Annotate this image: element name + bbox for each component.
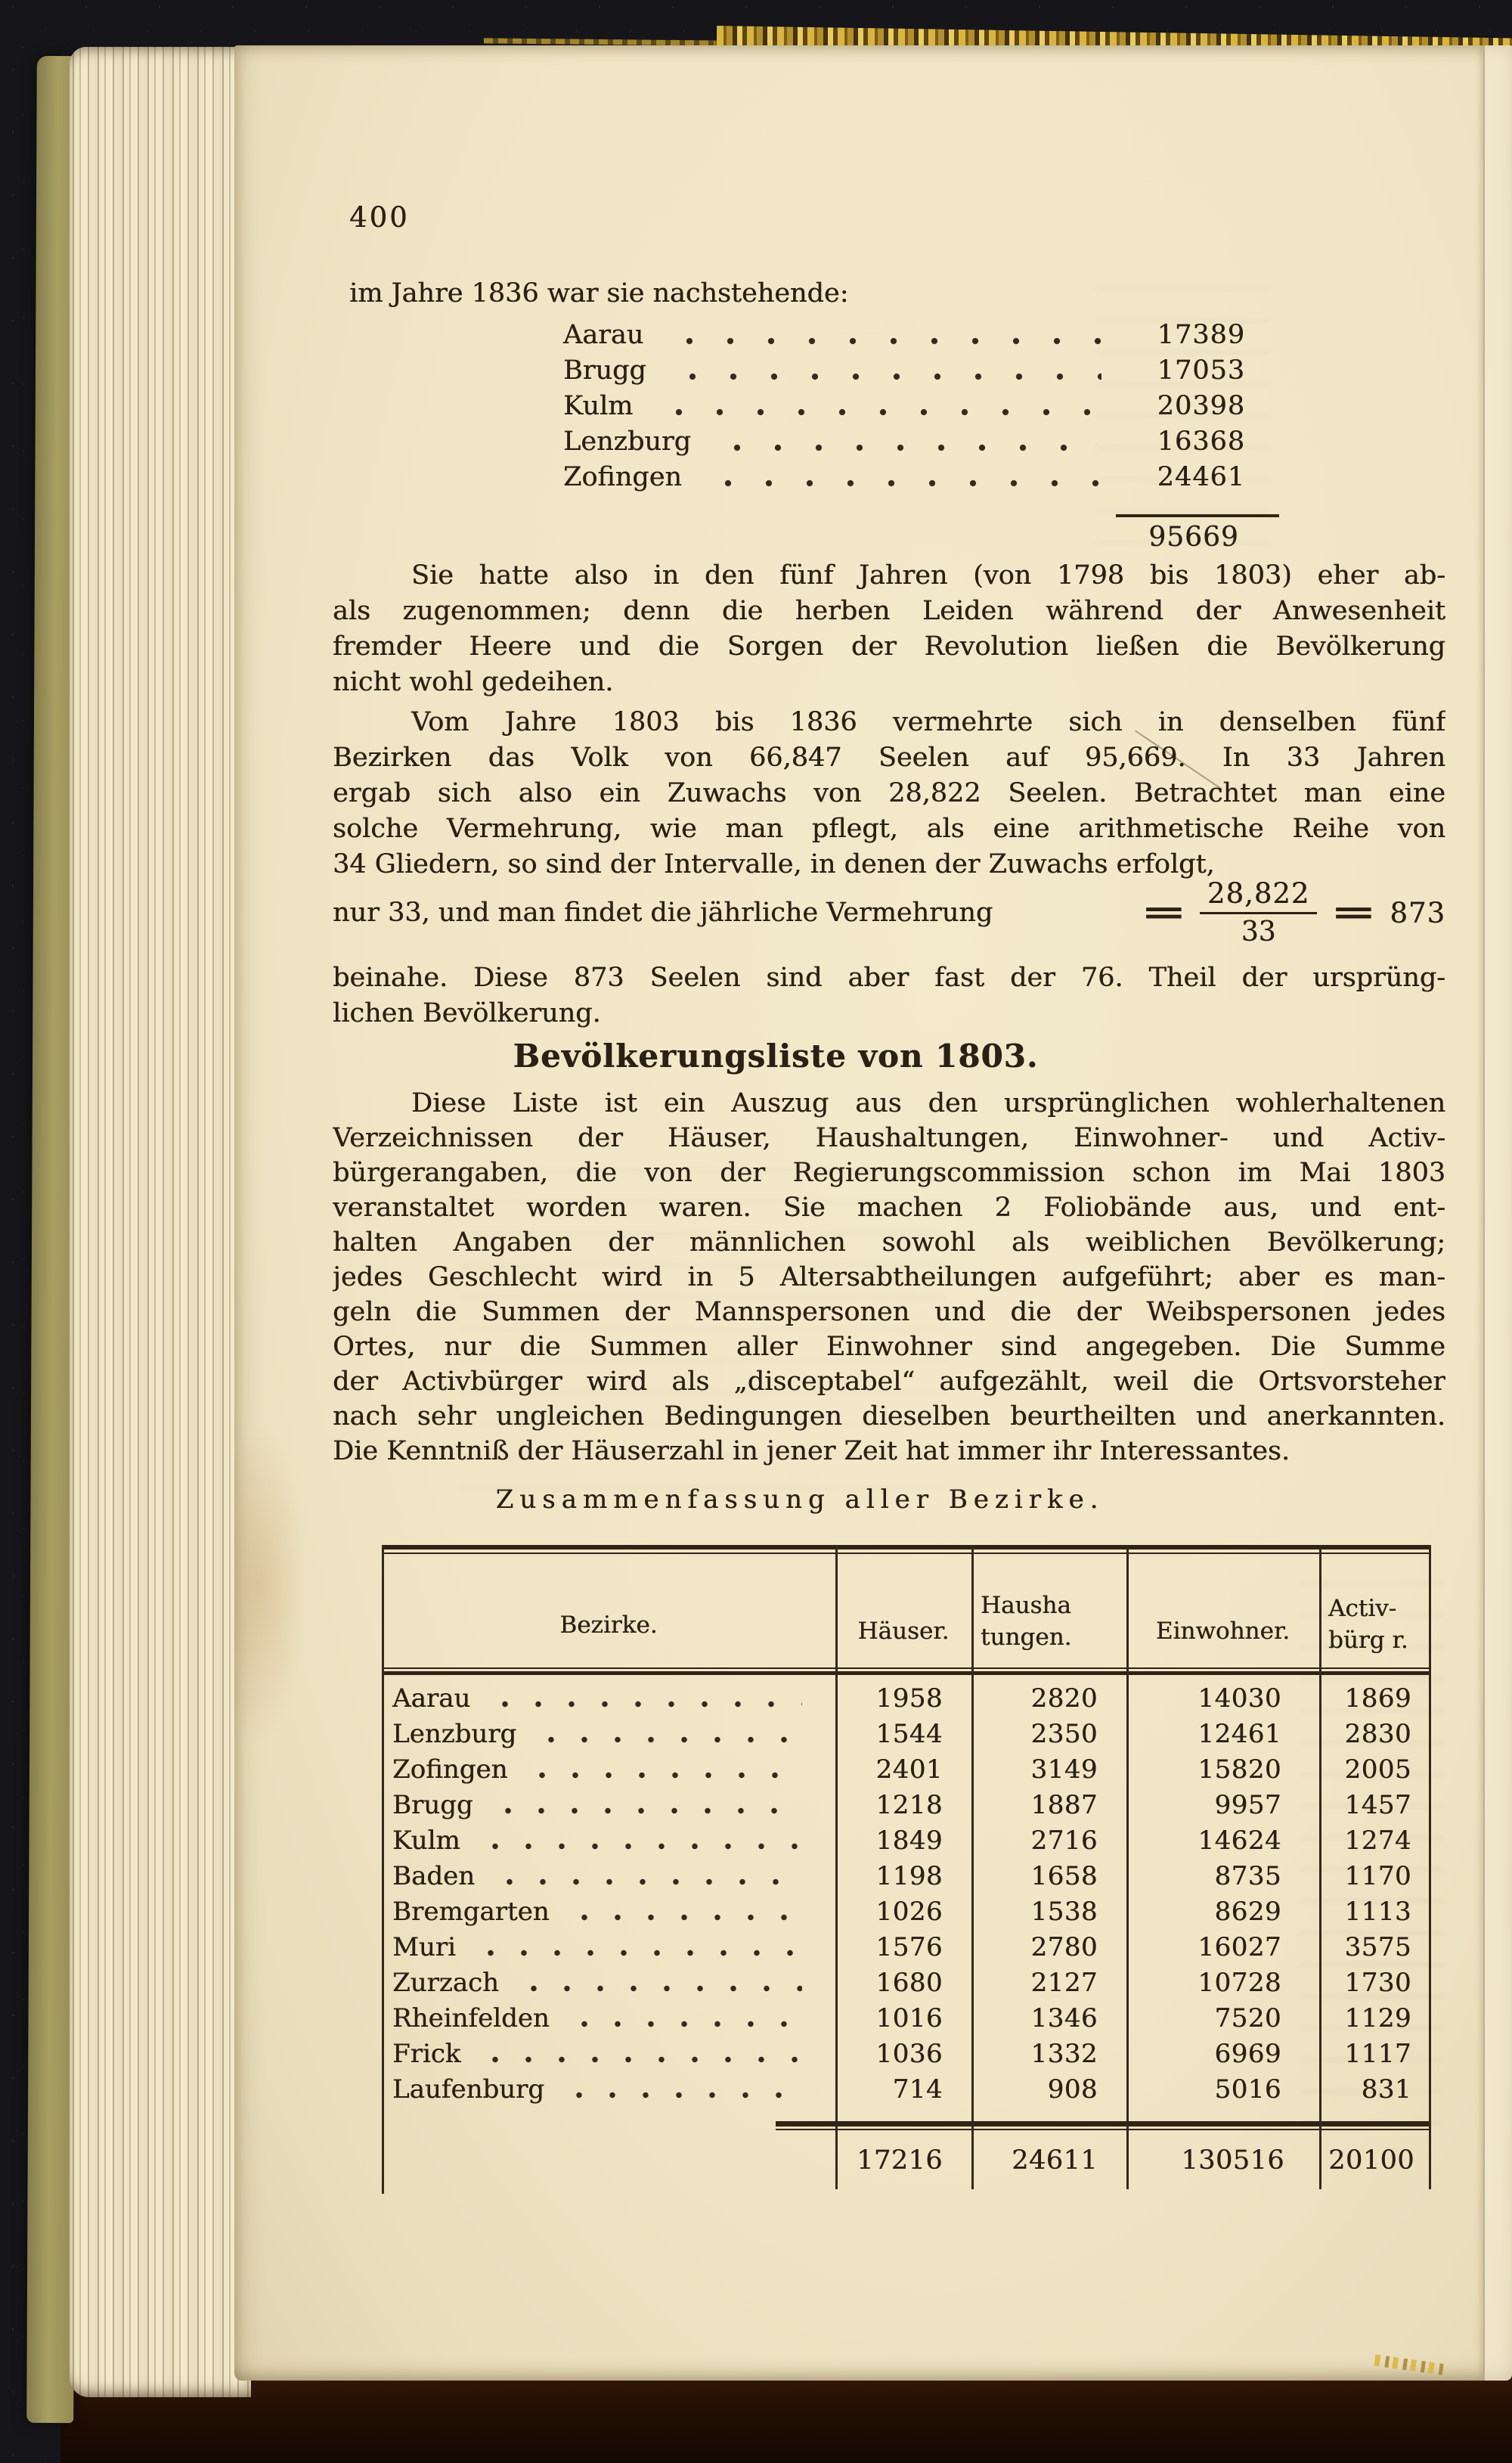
- total-haeuser: 17216: [857, 2145, 943, 2176]
- table-row: [382, 1823, 1431, 1859]
- table-row: [382, 1717, 1431, 1752]
- district-name-cell: [382, 2072, 835, 2108]
- list-item: [563, 389, 1245, 424]
- dotted-leader: [485, 1701, 802, 1708]
- haushaltungen-value: 2350: [1030, 1719, 1098, 1749]
- table-row: [382, 1930, 1431, 1965]
- activbuerger-value: 1170: [1344, 1861, 1411, 1891]
- haushaltungen-value: 2780: [1030, 1932, 1098, 1962]
- paragraph: [333, 558, 1445, 700]
- total-haushaltungen: 24611: [1012, 2145, 1098, 2176]
- dotted-leader: [476, 1843, 802, 1850]
- table-rule: [382, 1553, 1431, 1554]
- text-line: lichen Bevölkerung.: [333, 998, 601, 1028]
- activbuerger-value: 1129: [1344, 2003, 1411, 2033]
- list-item: [563, 460, 1245, 495]
- total-einwohner: 130516: [1181, 2145, 1284, 2176]
- haushaltungen-value: 1887: [1030, 1790, 1098, 1820]
- dotted-leader: [559, 2092, 802, 2099]
- table-row: [382, 2001, 1431, 2036]
- equation-result: 873: [1390, 896, 1445, 929]
- city-name: Brugg: [563, 355, 646, 386]
- table-heading: Zusammenfassung aller Bezirke.: [495, 1484, 1105, 1515]
- haushaltungen-value: 2716: [1030, 1826, 1098, 1856]
- einwohner-value: 6969: [1214, 2039, 1281, 2069]
- column-header-haushaltungen: Hausha: [981, 1592, 1071, 1619]
- haeuser-value: 1026: [875, 1897, 943, 1927]
- activbuerger-value: 2005: [1344, 1754, 1411, 1785]
- text-line: nicht wohl gedeihen.: [333, 667, 614, 697]
- district-name: Zofingen: [392, 1754, 508, 1785]
- table-row: [382, 1894, 1431, 1930]
- city-name: Kulm: [563, 391, 634, 421]
- district-name: Laufenburg: [392, 2074, 545, 2105]
- district-name-cell: [382, 1752, 835, 1788]
- column-header-einwohner: Einwohner.: [1155, 1618, 1290, 1645]
- einwohner-value: 14030: [1198, 1683, 1281, 1714]
- column-header-activbuerger: bürg r.: [1328, 1627, 1408, 1654]
- city-value: 16368: [1157, 427, 1245, 457]
- column-header-activbuerger: Activ-: [1328, 1595, 1397, 1622]
- activbuerger-value: 1117: [1344, 2039, 1411, 2069]
- activbuerger-value: 1730: [1344, 1968, 1411, 1998]
- einwohner-value: 10728: [1198, 1968, 1281, 1998]
- text-line: ergab sich also ein Zuwachs von 28,822 Seelen. Betrachtet man eine: [333, 778, 1445, 808]
- table-rule: [776, 2121, 1431, 2126]
- district-name: Rheinfelden: [392, 2003, 550, 2033]
- dotted-leader: [531, 1736, 802, 1743]
- district-name: Zurzach: [392, 1968, 499, 1998]
- table-rule: [382, 1667, 1431, 1669]
- district-name-cell: [382, 1859, 835, 1894]
- haeuser-value: 1849: [875, 1826, 943, 1856]
- list-item: [563, 353, 1245, 389]
- dotted-leader: [471, 1950, 802, 1956]
- einwohner-value: 8735: [1214, 1861, 1281, 1891]
- haushaltungen-value: 2820: [1030, 1683, 1098, 1714]
- einwohner-value: 7520: [1214, 2003, 1281, 2033]
- district-name: Kulm: [392, 1826, 460, 1856]
- page-stain: [234, 1422, 304, 1747]
- text-line: bürgerangaben, die von der Regierungscommission schon im Mai 1803: [333, 1158, 1445, 1188]
- dotted-leader: [522, 1772, 802, 1779]
- text-line: Vom Jahre 1803 bis 1836 vermehrte sich in denselben fünf: [411, 707, 1445, 737]
- einwohner-value: 14624: [1198, 1826, 1281, 1856]
- city-name: Zofingen: [563, 462, 682, 492]
- text-line: 34 Gliedern, so sind der Intervalle, in denen der Zuwachs erfolgt,: [333, 849, 1215, 879]
- equation: [1140, 876, 1445, 949]
- district-name: Aarau: [392, 1683, 471, 1714]
- total-activbuerger: 20100: [1328, 2145, 1414, 2176]
- text-line: als zugenommen; denn die herben Leiden während der Anwesenheit: [333, 596, 1445, 626]
- dotted-leader: [665, 337, 1101, 345]
- haeuser-value: 2401: [875, 1754, 943, 1785]
- district-name: Muri: [392, 1932, 456, 1962]
- list-item: [563, 424, 1245, 460]
- text-line: veranstaltet worden waren. Sie machen 2 Foliobände aus, und ent-: [333, 1193, 1445, 1223]
- activbuerger-value: 1869: [1344, 1683, 1411, 1714]
- einwohner-value: 16027: [1198, 1932, 1281, 1962]
- paragraph: [333, 705, 1445, 883]
- column-header-haeuser: Häuser.: [857, 1618, 950, 1645]
- dotted-leader: [654, 408, 1101, 416]
- dotted-leader: [514, 1985, 802, 1992]
- district-name-cell: [382, 1788, 835, 1823]
- dotted-leader: [565, 2021, 802, 2027]
- table-body: [382, 1681, 1431, 2108]
- activbuerger-value: 1274: [1344, 1826, 1411, 1856]
- table-row: [382, 2072, 1431, 2108]
- text-line: der Activbürger wird als „disceptabel“ aufgezählt, weil die Ortsvorsteher: [333, 1366, 1445, 1397]
- book-page: [234, 45, 1512, 2381]
- haeuser-value: 1576: [875, 1932, 943, 1962]
- haeuser-value: 1680: [875, 1968, 943, 1998]
- equals-sign: =: [1330, 894, 1377, 932]
- haeuser-value: 1958: [875, 1683, 943, 1714]
- text-line: beinahe. Diese 873 Seelen sind aber fast der 76. Theil der ursprüng-: [333, 963, 1445, 993]
- city-name: Lenzburg: [563, 427, 692, 457]
- district-name-cell: [382, 2001, 835, 2036]
- text-line: geln die Summen der Mannspersonen und die der Weibspersonen jedes: [333, 1297, 1445, 1327]
- text-line: halten Angaben der männlichen sowohl als weiblichen Bevölkerung;: [333, 1227, 1445, 1258]
- district-name-cell: [382, 1965, 835, 2001]
- city-list-total: 95669: [1148, 522, 1239, 553]
- haeuser-value: 1036: [875, 2039, 943, 2069]
- haeuser-value: 1218: [875, 1790, 943, 1820]
- text-line: Diese Liste ist ein Auszug aus den ursprünglichen wohlerhaltenen: [411, 1088, 1445, 1118]
- text-line: Bezirken das Volk von 66,847 Seelen auf 95,669. In 33 Jahren: [333, 743, 1445, 773]
- section-heading: Bevölkerungsliste von 1803.: [513, 1038, 1039, 1075]
- equation-line: [333, 867, 1445, 959]
- dotted-leader: [490, 1878, 802, 1885]
- text-line: Sie hatte also in den fünf Jahren (von 1798 bis 1803) eher ab-: [411, 560, 1445, 591]
- district-name-cell: [382, 1894, 835, 1930]
- paragraph: [333, 1086, 1445, 1469]
- haeuser-value: 1016: [875, 2003, 943, 2033]
- einwohner-value: 8629: [1214, 1897, 1281, 1927]
- district-name: Baden: [392, 1861, 476, 1891]
- page-number: 400: [349, 201, 410, 234]
- haushaltungen-value: 1346: [1030, 2003, 1098, 2033]
- haeuser-value: 714: [892, 2074, 943, 2105]
- einwohner-value: 9957: [1214, 1790, 1281, 1820]
- table-rule: [382, 1545, 1431, 1549]
- city-value: 17389: [1157, 320, 1245, 350]
- table-row: [382, 1965, 1431, 2001]
- activbuerger-value: 2830: [1344, 1719, 1411, 1749]
- equation-prefix: nur 33, und man findet die jährliche Vermehrung: [333, 898, 993, 928]
- einwohner-value: 15820: [1198, 1754, 1281, 1785]
- fanned-page-edges: [70, 47, 251, 2397]
- dotted-leader: [703, 479, 1101, 487]
- text-line: jedes Geschlecht wird in 5 Altersabtheilungen aufgeführt; aber es man-: [333, 1262, 1445, 1292]
- haushaltungen-value: 1332: [1030, 2039, 1098, 2069]
- haushaltungen-value: 1538: [1030, 1897, 1098, 1927]
- district-name: Bremgarten: [392, 1897, 550, 1927]
- table-row: [382, 1752, 1431, 1788]
- district-name-cell: [382, 1823, 835, 1859]
- fraction: [1200, 877, 1317, 949]
- einwohner-value: 12461: [1198, 1719, 1281, 1749]
- table-row: [382, 1788, 1431, 1823]
- paragraph: [333, 960, 1445, 1031]
- table-row: [382, 1681, 1431, 1717]
- equals-sign: =: [1140, 894, 1187, 932]
- column-header-bezirke: Bezirke.: [559, 1611, 658, 1639]
- column-header-haushaltungen: tungen.: [981, 1624, 1072, 1651]
- table-row: [382, 1859, 1431, 1894]
- district-name-cell: [382, 2036, 835, 2072]
- dotted-leader: [668, 373, 1101, 380]
- activbuerger-value: 3575: [1344, 1932, 1411, 1962]
- district-name: Frick: [392, 2039, 461, 2069]
- haushaltungen-value: 2127: [1030, 1968, 1098, 1998]
- district-name: Brugg: [392, 1790, 473, 1820]
- district-name-cell: [382, 1717, 835, 1752]
- district-statistics-table: [382, 1545, 1431, 2197]
- activbuerger-value: 1113: [1344, 1897, 1411, 1927]
- haushaltungen-value: 3149: [1030, 1754, 1098, 1785]
- city-name: Aarau: [563, 320, 644, 350]
- dotted-leader: [488, 1807, 802, 1814]
- sum-rule: [1116, 514, 1279, 517]
- haushaltungen-value: 1658: [1030, 1861, 1098, 1891]
- district-name: Lenzburg: [392, 1719, 517, 1749]
- text-line: nach sehr ungleichen Bedingungen dieselben beurtheilten und anerkannten.: [333, 1401, 1445, 1432]
- fraction-numerator: 28,822: [1200, 877, 1317, 914]
- text-line: Verzeichnissen der Häuser, Haushaltungen, Einwohner- und Activ-: [333, 1123, 1445, 1153]
- intro-line: im Jahre 1836 war sie nachstehende:: [349, 278, 849, 309]
- district-name-cell: [382, 1681, 835, 1717]
- district-name-cell: [382, 1930, 835, 1965]
- text-line: solche Vermehrung, wie man pflegt, als eine arithmetische Reihe von: [333, 814, 1445, 844]
- text-line: Die Kenntniß der Häuserzahl in jener Zeit hat immer ihr Interessantes.: [333, 1436, 1290, 1466]
- haeuser-value: 1544: [875, 1719, 943, 1749]
- list-item: [563, 318, 1245, 353]
- haeuser-value: 1198: [875, 1861, 943, 1891]
- dotted-leader: [712, 444, 1101, 451]
- city-value: 24461: [1157, 462, 1245, 492]
- page-fold-edge: [1483, 45, 1512, 2381]
- dotted-leader: [476, 2056, 802, 2063]
- text-line: Ortes, nur die Summen aller Einwohner sind angegeben. Die Summe: [333, 1332, 1445, 1362]
- table-rule: [382, 1671, 1431, 1675]
- activbuerger-value: 831: [1361, 2074, 1411, 2105]
- table-rule: [776, 2129, 1431, 2130]
- dotted-leader: [565, 1914, 802, 1921]
- activbuerger-value: 1457: [1344, 1790, 1411, 1820]
- city-population-list: [563, 318, 1245, 495]
- haushaltungen-value: 908: [1047, 2074, 1098, 2105]
- fraction-denominator: 33: [1241, 916, 1276, 948]
- city-value: 20398: [1157, 391, 1245, 421]
- city-value: 17053: [1157, 355, 1245, 386]
- einwohner-value: 5016: [1214, 2074, 1281, 2105]
- text-line: fremder Heere und die Sorgen der Revolution ließen die Bevölkerung: [333, 631, 1445, 662]
- table-row: [382, 2036, 1431, 2072]
